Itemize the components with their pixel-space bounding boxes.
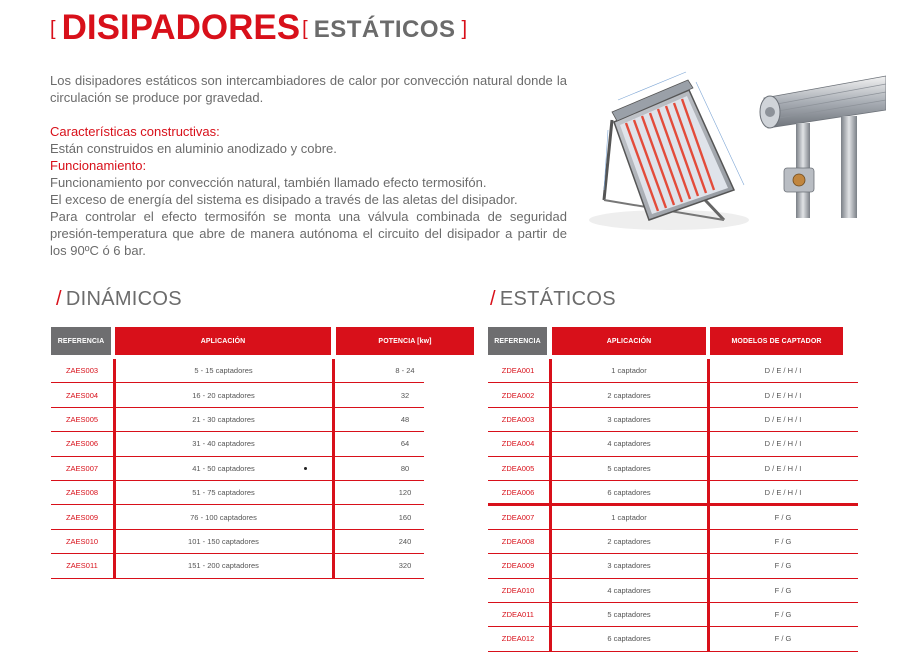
features-heading: Características constructivas: bbox=[50, 124, 220, 139]
table-row bbox=[488, 408, 858, 432]
table-row bbox=[51, 408, 424, 432]
reference-cell: ZDEA007 bbox=[501, 512, 535, 522]
stray-dot bbox=[304, 467, 307, 470]
table-header bbox=[488, 327, 858, 355]
reference-cell: ZAES006 bbox=[65, 439, 99, 449]
reference-cell: ZAES008 bbox=[65, 488, 99, 498]
table-row bbox=[51, 432, 424, 456]
reference-cell: ZDEA004 bbox=[501, 439, 535, 449]
value-cell: D / E / H / I bbox=[764, 488, 802, 498]
application-cell: 6 captadores bbox=[607, 634, 651, 644]
value-cell: D / E / H / I bbox=[764, 439, 802, 449]
page-title bbox=[50, 8, 467, 56]
group-separator bbox=[488, 503, 858, 506]
title-main: DISIPADORES bbox=[61, 8, 301, 47]
table-body bbox=[488, 359, 858, 652]
table-row bbox=[488, 603, 858, 627]
table-row bbox=[51, 530, 424, 554]
value-cell: F / G bbox=[774, 610, 792, 620]
dynamic-table bbox=[51, 327, 432, 579]
title-sub: ESTÁTICOS bbox=[313, 16, 456, 43]
application-cell: 16 - 20 captadores bbox=[192, 390, 255, 400]
value-cell: 160 bbox=[398, 512, 412, 522]
function-line: Funcionamiento por convección natural, también llamado efecto termosifón. bbox=[50, 175, 487, 190]
table-row bbox=[488, 359, 858, 383]
table-row bbox=[51, 481, 424, 505]
column-divider bbox=[332, 359, 335, 579]
intro-paragraph: Los disipadores estáticos son intercambiadores de calor por convección natural donde la circulación se produce por gravedad. bbox=[50, 73, 567, 105]
application-cell: 5 captadores bbox=[607, 610, 651, 620]
application-cell: 3 captadores bbox=[607, 414, 651, 424]
reference-cell: ZDEA001 bbox=[501, 366, 535, 376]
features-text: Están construidos en aluminio anodizado y cobre. bbox=[50, 141, 337, 156]
value-cell: D / E / H / I bbox=[764, 414, 802, 424]
value-cell: 320 bbox=[398, 561, 412, 571]
table-row bbox=[488, 579, 858, 603]
header-application: APLICACIÓN bbox=[552, 327, 706, 355]
table-row bbox=[488, 383, 858, 407]
value-cell: F / G bbox=[774, 561, 792, 571]
heat-sink-detail-image bbox=[756, 68, 886, 218]
table-row bbox=[488, 481, 858, 505]
table-body bbox=[51, 359, 424, 579]
application-cell: 151 - 200 captadores bbox=[188, 561, 259, 571]
value-cell: 48 bbox=[400, 414, 410, 424]
table-row bbox=[51, 359, 424, 383]
reference-cell: ZAES010 bbox=[65, 536, 99, 546]
application-cell: 41 - 50 captadores bbox=[192, 463, 255, 473]
application-cell: 6 captadores bbox=[607, 488, 651, 498]
section-title-static: / ESTÁTICOS bbox=[490, 288, 616, 310]
section-title-dynamic: / DINÁMICOS bbox=[56, 288, 182, 310]
function-line: El exceso de energía del sistema es disipado a través de las aletas del disipador. bbox=[50, 192, 518, 207]
table-row bbox=[488, 432, 858, 456]
application-cell: 2 captadores bbox=[607, 536, 651, 546]
application-cell: 1 captador bbox=[611, 512, 647, 522]
reference-cell: ZDEA011 bbox=[502, 610, 534, 620]
header-power: POTENCIA [kw] bbox=[336, 327, 474, 355]
value-cell: 80 bbox=[400, 463, 410, 473]
value-cell: 32 bbox=[400, 390, 410, 400]
table-row bbox=[488, 457, 858, 481]
application-cell: 1 captador bbox=[611, 366, 647, 376]
reference-cell: ZAES007 bbox=[65, 463, 99, 473]
function-heading: Funcionamiento: bbox=[50, 158, 147, 173]
function-line: Para controlar el efecto termosifón se monta una válvula combinada de seguridad presión-temperatura que abre de manera autónoma el circuito del disipador a partir de los 90ºC ó 6 bar. bbox=[50, 209, 567, 258]
application-cell: 4 captadores bbox=[607, 585, 651, 595]
value-cell: 240 bbox=[398, 536, 412, 546]
value-cell: D / E / H / I bbox=[764, 366, 802, 376]
application-cell: 51 - 75 captadores bbox=[192, 488, 255, 498]
reference-cell: ZDEA010 bbox=[501, 585, 535, 595]
table-row bbox=[51, 554, 424, 578]
reference-cell: ZDEA008 bbox=[501, 536, 535, 546]
reference-cell: ZDEA006 bbox=[501, 488, 535, 498]
reference-cell: ZDEA012 bbox=[501, 634, 535, 644]
table-row bbox=[51, 383, 424, 407]
value-cell: F / G bbox=[774, 536, 792, 546]
subtitle-bracket-open: [ bbox=[302, 18, 308, 40]
reference-cell: ZAES003 bbox=[65, 366, 99, 376]
value-cell: D / E / H / I bbox=[764, 463, 802, 473]
value-cell: F / G bbox=[774, 634, 792, 644]
header-reference: REFERENCIA bbox=[488, 327, 547, 355]
static-table bbox=[488, 327, 858, 652]
value-cell: 64 bbox=[400, 439, 410, 449]
reference-cell: ZDEA003 bbox=[501, 414, 535, 424]
intro-text bbox=[50, 72, 567, 259]
title-bracket-open: [ bbox=[50, 18, 56, 40]
application-cell: 2 captadores bbox=[607, 390, 651, 400]
reference-cell: ZAES005 bbox=[65, 414, 99, 424]
subtitle-bracket-close: ] bbox=[461, 18, 468, 40]
value-cell: F / G bbox=[774, 585, 792, 595]
reference-cell: ZDEA002 bbox=[501, 390, 535, 400]
table-row bbox=[488, 554, 858, 578]
application-cell: 76 - 100 captadores bbox=[190, 512, 257, 522]
table-row bbox=[488, 627, 858, 651]
table-row bbox=[488, 505, 858, 529]
value-cell: D / E / H / I bbox=[764, 390, 802, 400]
value-cell: F / G bbox=[774, 512, 792, 522]
table-row bbox=[488, 530, 858, 554]
value-cell: 8 - 24 bbox=[395, 366, 415, 376]
application-cell: 21 - 30 captadores bbox=[192, 414, 255, 424]
application-cell: 3 captadores bbox=[607, 561, 651, 571]
application-cell: 5 - 15 captadores bbox=[194, 366, 253, 376]
application-cell: 31 - 40 captadores bbox=[192, 439, 255, 449]
reference-cell: ZAES004 bbox=[65, 390, 99, 400]
header-models: MODELOS DE CAPTADOR bbox=[710, 327, 843, 355]
reference-cell: ZAES011 bbox=[66, 561, 98, 571]
table-header bbox=[51, 327, 432, 355]
application-cell: 101 - 150 captadores bbox=[188, 536, 259, 546]
header-reference: REFERENCIA bbox=[51, 327, 111, 355]
reference-cell: ZAES009 bbox=[65, 512, 99, 522]
reference-cell: ZDEA009 bbox=[501, 561, 535, 571]
reference-cell: ZDEA005 bbox=[501, 463, 535, 473]
column-divider bbox=[113, 359, 116, 579]
solar-collector-with-heat-sink-image bbox=[574, 70, 749, 240]
application-cell: 4 captadores bbox=[607, 439, 651, 449]
application-cell: 5 captadores bbox=[607, 463, 651, 473]
table-row bbox=[51, 457, 424, 481]
value-cell: 120 bbox=[398, 488, 412, 498]
header-application: APLICACIÓN bbox=[115, 327, 331, 355]
table-row bbox=[51, 505, 424, 529]
